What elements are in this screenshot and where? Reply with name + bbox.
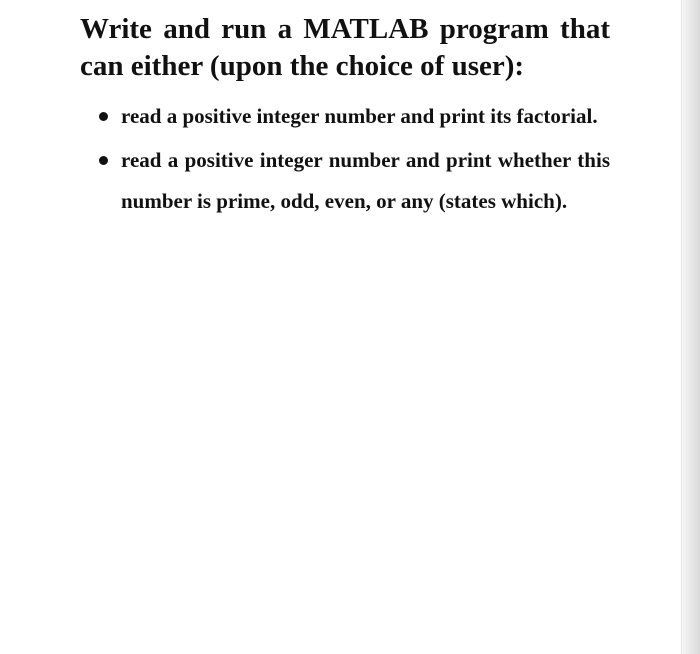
list-item (95, 140, 610, 222)
list-item-text: read a positive integer number and print its factorial. (121, 104, 598, 128)
option-list (95, 96, 610, 225)
list-item-text: read a positive integer number and print whether this number is prime, odd, even, or any (states which). (121, 148, 610, 213)
question-heading: Write and run a MATLAB program that can either (upon the choice of user): (80, 13, 610, 82)
bullet-icon (99, 156, 108, 165)
list-item (95, 96, 610, 137)
page-edge-shadow (681, 0, 700, 654)
bullet-icon (99, 112, 108, 121)
